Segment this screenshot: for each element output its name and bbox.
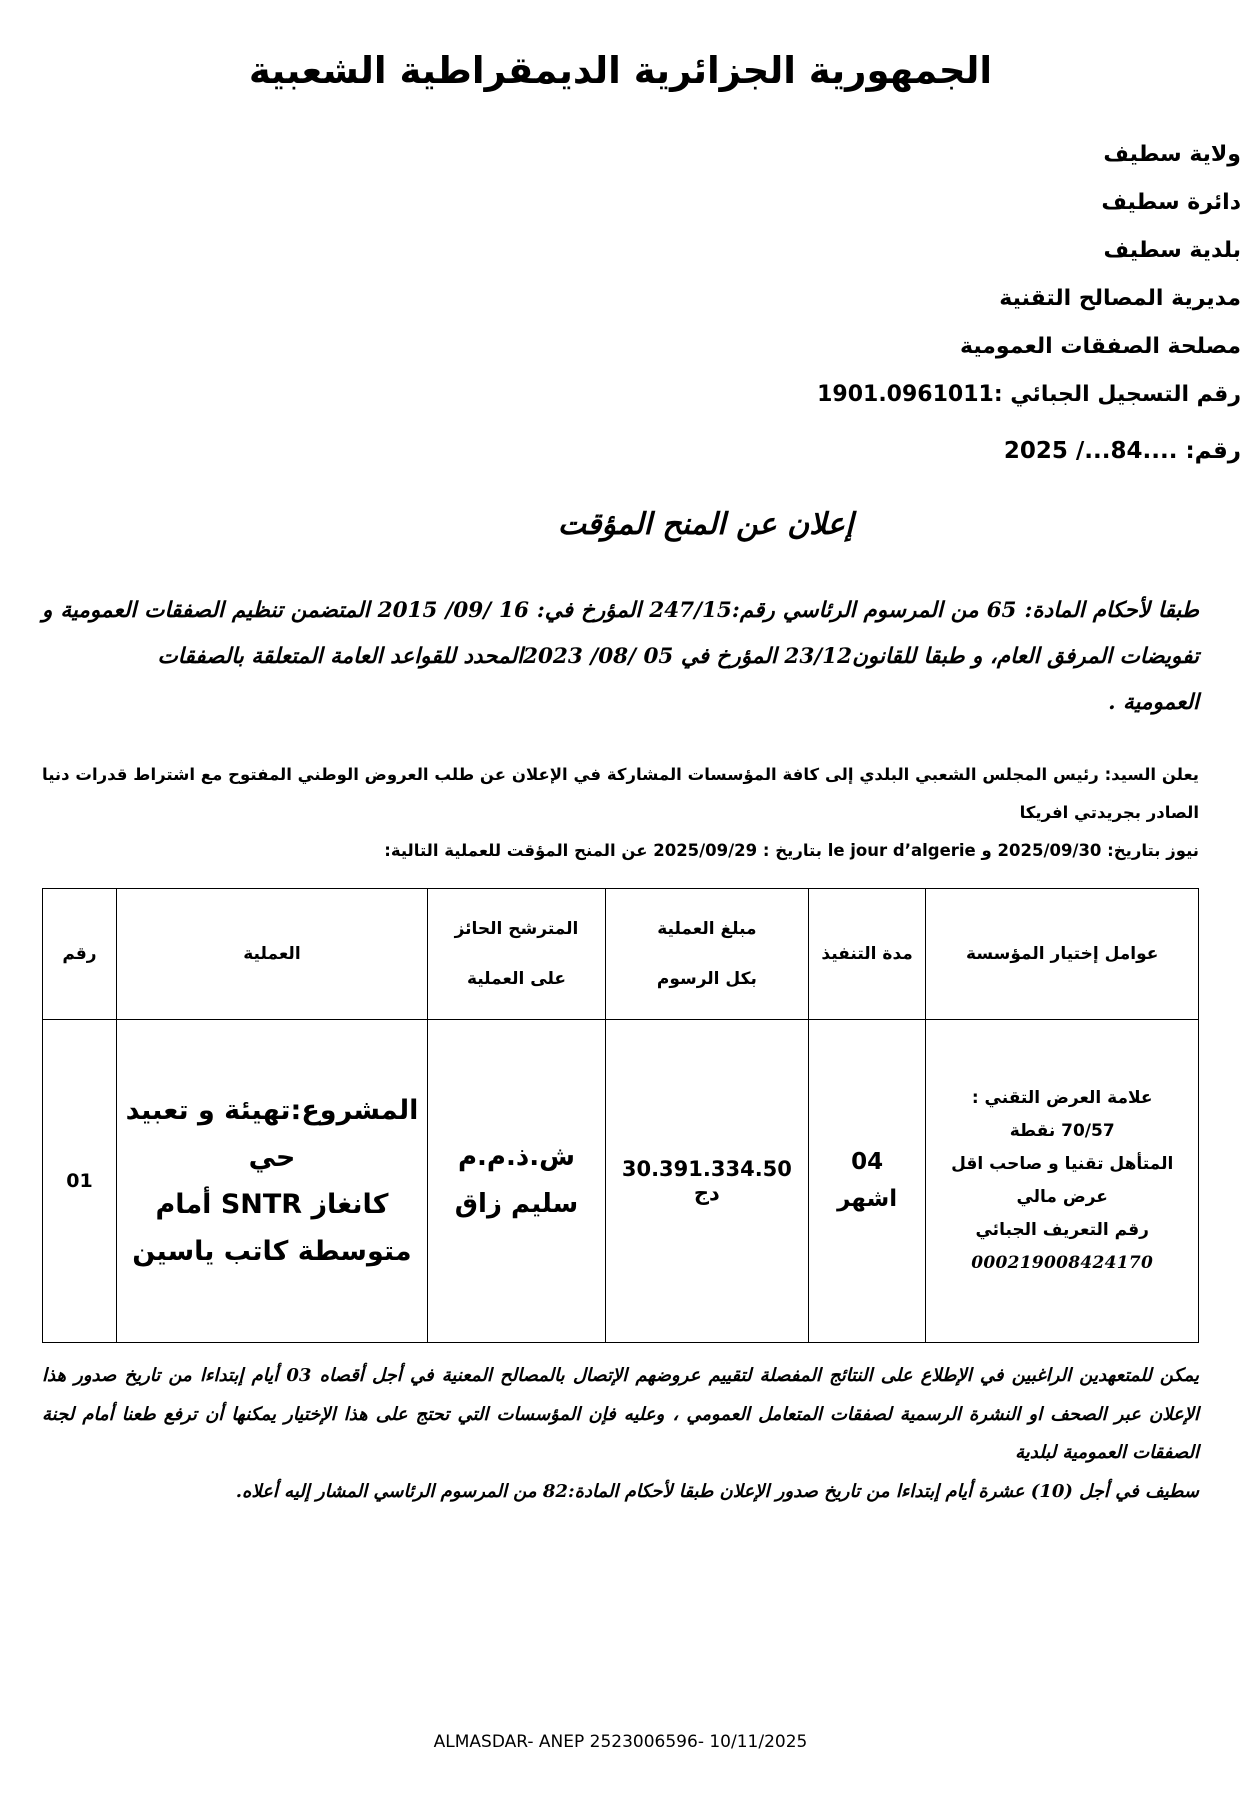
criteria-line-3: المتأهل تقنيا و صاحب اقل عرض مالي xyxy=(951,1153,1174,1208)
baladia-line: بلدية سطيف xyxy=(1103,237,1241,263)
award-table xyxy=(42,888,1199,1343)
legal-basis-paragraph xyxy=(42,588,1199,727)
page-footer: ALMASDAR- ANEP 2523006596- 10/11/2025 xyxy=(433,1732,808,1752)
criteria-line-2: 70/57 نقطة xyxy=(1009,1120,1115,1141)
header-winner-sub: على العملية xyxy=(466,969,566,990)
reference-number-line: رقم: ....84.../ 2025 xyxy=(1003,437,1241,464)
page-title: إعلان عن المنح المؤقت xyxy=(557,506,854,542)
duration-unit: اشهر xyxy=(837,1186,898,1213)
service-line: مصلحة الصفقات العمومية xyxy=(959,333,1241,359)
criteria-line-1: علامة العرض التقني : xyxy=(971,1087,1153,1108)
operation-line-1: المشروع:تهيئة و تعبيد حي xyxy=(125,1094,419,1173)
daira-line: دائرة سطيف xyxy=(1101,189,1241,215)
operation-line-2: كانغاز SNTR أمام xyxy=(155,1189,389,1221)
cell-criteria xyxy=(926,1020,1199,1343)
header-operation: العملية xyxy=(116,889,427,1020)
criteria-tax-id: 000219008424170 xyxy=(971,1253,1154,1274)
legal-line-2: العمومية و تفويضات المرفق العام، و طبقا للقانون23/12 المؤرخ في 05 /08/ 2023المحدد للقواعد العامة المتعلقة بالصفقات xyxy=(42,597,1199,669)
header-amount-main: مبلغ العملية xyxy=(657,919,757,940)
appeal-notice-paragraph xyxy=(42,1357,1199,1512)
header-duration: مدة التنفيذ xyxy=(808,889,926,1020)
announcement-paragraph xyxy=(42,756,1199,870)
winner-line-1: ش.ذ.م.م xyxy=(457,1142,575,1173)
directorate-line: مديرية المصالح التقنية xyxy=(999,285,1241,311)
cell-number: 01 xyxy=(43,1020,117,1343)
operation-line-3: متوسطة كاتب ياسين xyxy=(132,1236,412,1268)
header-winner xyxy=(428,889,606,1020)
criteria-line-4: رقم التعريف الجبائي xyxy=(975,1220,1149,1241)
cell-duration xyxy=(808,1020,926,1343)
header-criteria: عوامل إختيار المؤسسة xyxy=(926,889,1199,1020)
announcement-line-1: يعلن السيد: رئيس المجلس الشعبي البلدي إلى كافة المؤسسات المشاركة في الإعلان عن طلب العروض الوطني المفتوح مع اشتراط قدرات دنيا الصادر بجريدتي افريكا xyxy=(42,765,1199,823)
header-number: رقم xyxy=(43,889,117,1020)
tax-id-line: رقم التسجيل الجبائي :1901.0961011 xyxy=(817,381,1241,407)
legal-line-3: العمومية . xyxy=(1108,690,1199,716)
closing-line-1: يمكن للمتعهدين الراغبين في الإطلاع على النتائج المفصلة لتقييم عروضهم الإتصال بالمصالح المعنية في أجل أقصاه 03 أيام إبتداءا من تاريخ صدور هذا الإعلان عبر xyxy=(42,1365,1199,1425)
legal-line-1: طبقا لأحكام المادة: 65 من المرسوم الرئاسي رقم:247/15 المؤرخ في: 16 /09/ 2015 المتضمن تنظيم الصفقات xyxy=(144,597,1199,623)
administrative-header-block xyxy=(0,141,1241,464)
wilaya-line: ولاية سطيف xyxy=(1103,141,1241,167)
cell-winner xyxy=(428,1020,606,1343)
cell-operation xyxy=(116,1020,427,1343)
duration-value: 04 xyxy=(851,1149,884,1176)
closing-line-2: الصحف او النشرة الرسمية لصفقات المتعامل العمومي ، وعليه فإن المؤسسات التي تحتج على هذا الإختيار يمكنها أن ترفع طعنا أمام لجنة الصفقات العمومية لبلدية xyxy=(42,1403,1199,1464)
header-winner-main: المترشح الحائز xyxy=(454,919,579,940)
document-page xyxy=(0,44,1241,1798)
announcement-line-2: نيوز بتاريخ: 2025/09/30 و le jour d’algerie بتاريخ : 2025/09/29 عن المنح المؤقت للعملية التالية: xyxy=(384,841,1199,861)
table-header-row xyxy=(43,889,1199,1020)
winner-line-2: سليم زاق xyxy=(454,1189,579,1220)
header-amount-sub: بكل الرسوم xyxy=(656,969,757,990)
national-title: الجمهورية الجزائرية الديمقراطية الشعبية xyxy=(248,49,993,92)
header-amount xyxy=(605,889,808,1020)
cell-amount: 30.391.334.50 دج xyxy=(605,1020,808,1343)
table-row xyxy=(43,1020,1199,1343)
closing-line-3: سطيف في أجل (10) عشرة أيام إبتداءا من تاريخ صدور الإعلان طبقا لأحكام المادة:82 من المرسوم الرئاسي المشار إليه أعلاه. xyxy=(235,1481,1199,1503)
